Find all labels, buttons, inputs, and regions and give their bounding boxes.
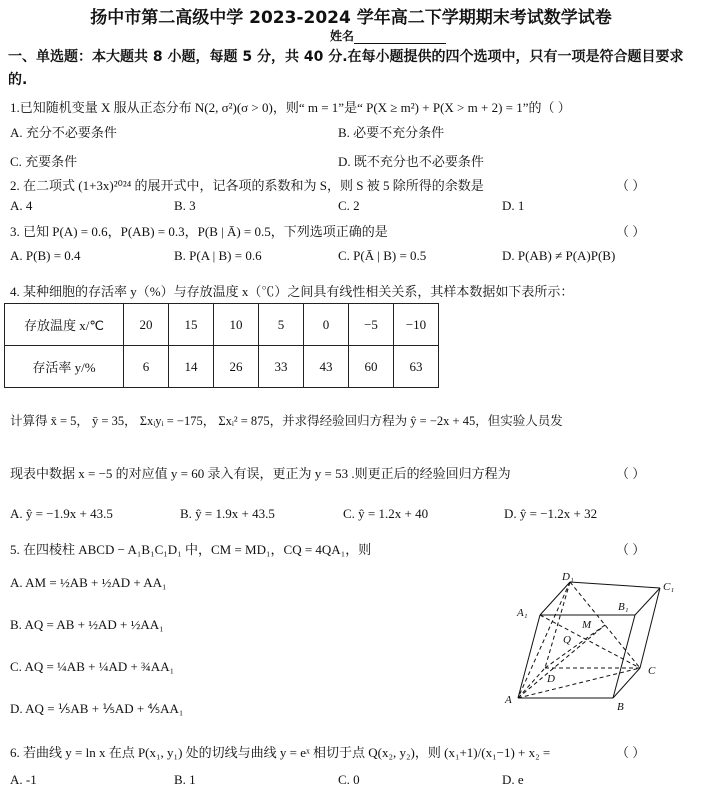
question-2-stem: 2. 在二项式 (1+3x)²⁰²⁴ 的展开式中，记各项的系数和为 S，则 S 被 5 除所得的余数是: [10, 178, 484, 193]
label-c1: C₁: [663, 581, 675, 593]
q3-option-d[interactable]: D. P(AB) ≠ P(A)P(B): [502, 248, 616, 263]
table-cell: 15: [169, 304, 214, 346]
q6-answer-bracket[interactable]: （ ）: [616, 745, 646, 760]
table-cell: 33: [259, 346, 304, 388]
label-m: M: [582, 619, 592, 631]
table-cell: 26: [214, 346, 259, 388]
q2-answer-bracket[interactable]: （ ）: [616, 178, 646, 193]
q4-option-a[interactable]: A. ŷ = −1.9x + 43.5: [10, 506, 113, 521]
name-blank[interactable]: [354, 31, 446, 44]
table-cell: −5: [349, 304, 394, 346]
q4-correction-line: 现表中数据 x = −5 的对应值 y = 60 录入有误，更正为 y = 53 .则更正后的经验回归方程为: [10, 466, 511, 481]
table-row: [5, 346, 439, 388]
table-cell: 63: [394, 346, 439, 388]
prism-edge: [640, 588, 660, 668]
sample-data-table: [4, 303, 439, 388]
q4-answer-bracket[interactable]: （ ）: [616, 466, 646, 481]
name-field[interactable]: [330, 27, 446, 44]
name-label: 姓名: [330, 29, 355, 43]
q3-answer-bracket[interactable]: （ ）: [616, 224, 646, 239]
label-a: A: [505, 694, 512, 706]
prism-figure: [500, 570, 690, 715]
question-3-stem: 3. 已知 P(A) = 0.6，P(AB) = 0.3，P(B | Ā) = 0.5，下列选项正确的是: [10, 224, 388, 239]
question-4-stem: 4. 某种细胞的存活率 y（%）与存放温度 x（℃）之间具有线性相关关系，其样本数据如下表所示：: [10, 284, 574, 299]
q4-computation-line: 计算得 x̄ = 5， ȳ = 35， Σxᵢyᵢ = −175， Σxᵢ² = 875，并求得经验回归方程为 ŷ = −2x + 45，但实验人员发: [10, 414, 563, 428]
question-5-stem: 5. 在四棱柱 ABCD − A₁B₁C₁D₁ 中，CM = MD₁，CQ = 4QA₁，则: [10, 542, 372, 557]
q1-option-b[interactable]: B. 必要不充分条件: [338, 125, 445, 140]
table-cell: 10: [214, 304, 259, 346]
q5-answer-bracket[interactable]: （ ）: [616, 542, 646, 557]
label-a1: A₁: [517, 607, 528, 619]
q4-option-c[interactable]: C. ŷ = 1.2x + 40: [343, 506, 429, 521]
hidden-edge: [545, 582, 570, 668]
table-cell: 14: [169, 346, 214, 388]
label-b: B: [617, 701, 624, 713]
q1-option-d[interactable]: D. 既不充分也不必要条件: [338, 154, 484, 169]
q3-option-b[interactable]: B. P(A | B) = 0.6: [174, 248, 262, 263]
q4-option-b[interactable]: B. ŷ = 1.9x + 43.5: [180, 506, 275, 521]
q1-option-c[interactable]: C. 充要条件: [10, 154, 78, 169]
q2-option-d[interactable]: D. 1: [502, 198, 525, 213]
q4-option-d[interactable]: D. ŷ = −1.2x + 32: [504, 506, 598, 521]
q6-option-b[interactable]: B. 1: [174, 772, 196, 787]
label-q: Q: [563, 634, 571, 646]
label-c: C: [648, 665, 656, 677]
label-b1: B₁: [618, 601, 629, 613]
table-cell: −10: [394, 304, 439, 346]
q1-option-a[interactable]: A. 充分不必要条件: [10, 125, 117, 140]
q2-option-c[interactable]: C. 2: [338, 198, 360, 213]
table-cell: 60: [349, 346, 394, 388]
question-6-stem: 6. 若曲线 y = ln x 在点 P(x₁, y₁) 处的切线与曲线 y = eˣ 相切于点 Q(x₂, y₂)，则 (x₁+1)/(x₁−1) + x₂ =: [10, 745, 551, 760]
q6-option-c[interactable]: C. 0: [338, 772, 360, 787]
q5-option-d[interactable]: D. AQ = ⅕AB + ⅕AD + ⅘AA₁: [10, 701, 184, 716]
table-cell: 5: [259, 304, 304, 346]
table-cell: 43: [304, 346, 349, 388]
q3-option-a[interactable]: A. P(B) = 0.4: [10, 248, 81, 263]
label-d1: D₁: [562, 571, 574, 583]
q3-option-c[interactable]: C. P(Ā | B) = 0.5: [338, 248, 427, 263]
q6-option-d[interactable]: D. e: [502, 772, 524, 787]
q6-option-a[interactable]: A. -1: [10, 772, 37, 787]
q2-option-a[interactable]: A. 4: [10, 198, 33, 213]
table-cell: 0: [304, 304, 349, 346]
prism-edge: [570, 582, 660, 588]
hidden-edge: [545, 625, 605, 668]
q1-text: 1.已知随机变量 X 服从正态分布 N(2, σ²)(σ > 0)，则“ m = 1”是“ P(X ≥ m²) + P(X > m + 2) = 1”的（ ）: [10, 100, 571, 115]
table-cell: 6: [124, 346, 169, 388]
section-heading: 一、单选题：本大题共 8 小题，每题 5 分，共 40 分.在每小题提供的四个选项中，只有一项是符合题目要求的.: [8, 49, 684, 88]
table-row: [5, 304, 439, 346]
q2-option-b[interactable]: B. 3: [174, 198, 196, 213]
q5-option-a[interactable]: A. AM = ½AB + ½AD + AA₁: [10, 575, 167, 590]
question-1-stem: [10, 97, 571, 116]
q5-option-c[interactable]: C. AQ = ¼AB + ¼AD + ¾AA₁: [10, 659, 175, 674]
table-cell: 20: [124, 304, 169, 346]
table-row-label: 存活率 y/%: [5, 346, 124, 388]
label-d: D: [547, 673, 555, 685]
table-row-label: 存放温度 x/℃: [5, 304, 124, 346]
q5-option-b[interactable]: B. AQ = AB + ½AD + ½AA₁: [10, 617, 164, 632]
exam-title: 扬中市第二高级中学 2023-2024 学年高二下学期期末考试数学试卷: [90, 8, 612, 28]
